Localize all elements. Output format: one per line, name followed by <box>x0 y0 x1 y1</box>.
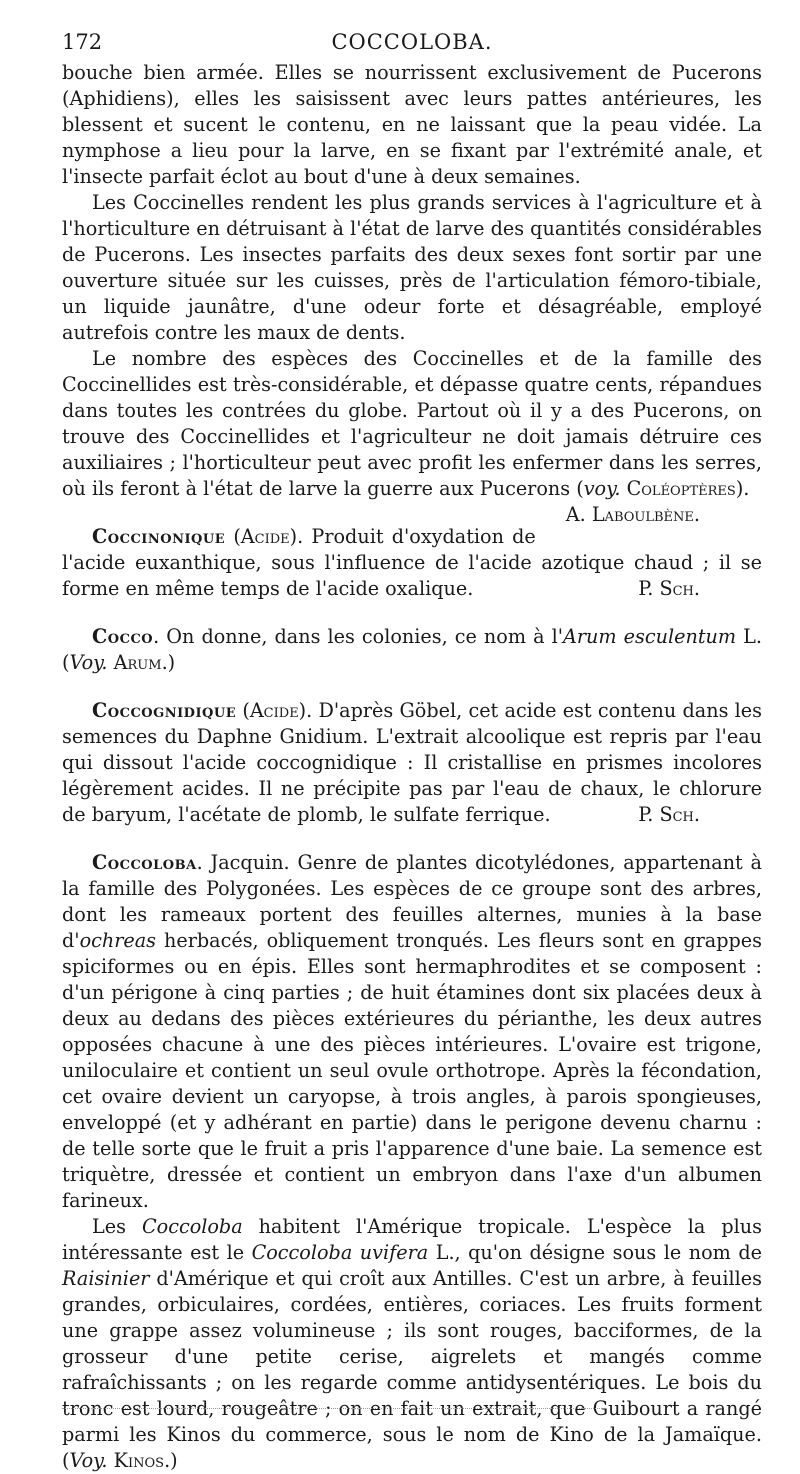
text-run: . On donne, dans les colonies, ce nom à l' <box>153 625 564 648</box>
entry-qualifier: (Acide) <box>242 699 307 722</box>
entry-text: . D'après Göbel, cet acide est contenu dans les semences du Daphne Gnidium. L'extrait alcoolique est repris par l'eau qui dissout l'acide coccognidique : Il cristallise en prismes incolores légèrement acides. Il ne précipite pas par l'eau de chaux, le chlorure de baryum, l'acétate de plomb, le sulfate ferrique. <box>62 699 762 826</box>
cross-reference: Coléoptères <box>626 477 736 500</box>
entry-headword: Coccognidique <box>92 699 237 722</box>
text-run: habitent l'Amérique tropicale. L'espèce la plus intéressante est le <box>62 1215 763 1264</box>
text-run: Le nombre des espèces des Coccinelles et de la famille des Coccinellides est très-considérable, et dépasse quatre cents, répandues dans toutes les contrées du globe. Partout où il y a des Pucerons, on trouve des Coccinellides et l'agriculteur ne doit jamais détruire ces auxiliaires ; l'horticulteur peut avec profit les enfermer dans les serres, où ils feront à l'état de larve la guerre aux Pucerons ( <box>62 347 762 500</box>
entry-headword: Cocco <box>92 625 154 648</box>
entry-coccognidique <box>62 698 762 828</box>
voy-reference: voy. <box>583 477 621 500</box>
page-number: 172 <box>62 30 103 54</box>
footer-dotted-rule <box>62 1408 602 1409</box>
text-run: L., qu'on désigne sous le nom de <box>428 1241 762 1264</box>
author-signature: P. Sch. <box>638 803 700 826</box>
entry-headword: Coccoloba <box>92 851 197 874</box>
running-title: COCCOLOBA. <box>331 30 493 54</box>
text-run: ). <box>735 477 750 500</box>
text-run: L. ( <box>62 625 762 674</box>
entry-coccinonique <box>62 524 762 602</box>
italic-term: Coccoloba <box>141 1215 243 1238</box>
coccinelle-paragraph-1: bouche bien armée. Elles se nourrissent exclusivement de Pucerons (Aphidiens), elles les saisissent avec leurs pattes antérieures, les blessent et sucent le contenu, en ne laissant que la peau vidée. La nymphose a lieu pour la larve, en se fixant par l'extrémité anale, et l'insecte parfait éclot au bout d'une à deux semaines. <box>62 61 762 188</box>
text-run: d'Amérique et qui croît aux Antilles. C'est un arbre, à feuilles grandes, orbiculaires, cordées, entières, coriaces. Les fruits forment une grappe assez volumineuse ; ils sont rouges, bacciformes, de la grosseur d'une petite cerise, aigrelets et mangés comme rafraîchissants ; on les regarde comme antidysentériques. Le bois du tronc est lourd, rougeâtre ; on en fait un extrait, que Guibourt a rangé parmi les Kinos du commerce, sous le nom de Kino de la Jamaïque. ( <box>62 1267 762 1472</box>
coccinelle-paragraph-2: Les Coccinelles rendent les plus grands services à l'agriculture et à l'horticulture en détruisant à l'état de larve des quantités considérables de Pucerons. Les insectes parfaits des deux sexes font sortir par une ouverture située sur les cuisses, près de l'articulation fémoro-tibiale, un liquide jaunâtre, d'une odeur forte et désagréable, employé autrefois contre les maux de dents. <box>62 191 762 344</box>
italic-term: Coccoloba uvifera <box>251 1241 429 1264</box>
cross-reference: Arum <box>113 651 162 674</box>
entry-text: . Produit d'oxydation de l'acide euxanthique, sous l'influence de l'acide azotique chaud ; il se forme en même temps de l'acide oxalique. <box>62 525 762 600</box>
text-run: herbacés, obliquement tronqués. Les fleurs sont en grappes spiciformes ou en épis. Elles sont hermaphrodites et se composent : d'un périgone à cinq parties ; de huit étamines dont six placées deux à deux au dedans des pièces extérieures du périanthe, les deux autres opposées chacune à une des pièces intérieures. L'ovaire est trigone, uniloculaire et contient un seul ovule orthotrope. Après la fécondation, cet ovaire devient un caryopse, à trois angles, à parois spongieuses, enveloppé (et y adhérant en partie) dans le perigone devenu charnu : de telle sorte que le fruit a pris l'apparence d'une baie. La semence est triquètre, dressée et contient un embryon dans l'axe d'un albumen farineux. <box>62 929 762 1212</box>
entry-headword: Coccinonique <box>92 525 226 548</box>
coccoloba-paragraph-2 <box>62 1214 762 1474</box>
text-run: Les <box>92 1215 142 1238</box>
entry-coccoloba <box>62 850 762 1214</box>
voy-reference: Voy. <box>69 1449 108 1472</box>
coccinelle-paragraph-3 <box>62 346 762 526</box>
author-signature: A. Laboulbène. <box>565 503 700 526</box>
italic-term: Raisinier <box>62 1267 150 1290</box>
text-run: . Jacquin. Genre de plantes dicotylédones, appartenant à la famille des Polygonées. Les espèces de ce groupe sont des arbres, dont les rameaux portent des feuilles alternes, munies à la base d' <box>62 851 762 952</box>
text-run: .) <box>161 651 176 674</box>
italic-term: Arum esculentum <box>563 625 737 648</box>
voy-reference: Voy. <box>69 651 108 674</box>
cross-reference: Kinos <box>113 1449 165 1472</box>
page-body <box>62 60 762 1474</box>
italic-term: ochreas <box>79 929 157 952</box>
author-signature: P. Sch. <box>638 577 700 600</box>
entry-qualifier: (Acide) <box>233 525 298 548</box>
entry-cocco <box>62 624 762 676</box>
running-header <box>62 30 762 54</box>
text-run: .) <box>164 1449 178 1472</box>
